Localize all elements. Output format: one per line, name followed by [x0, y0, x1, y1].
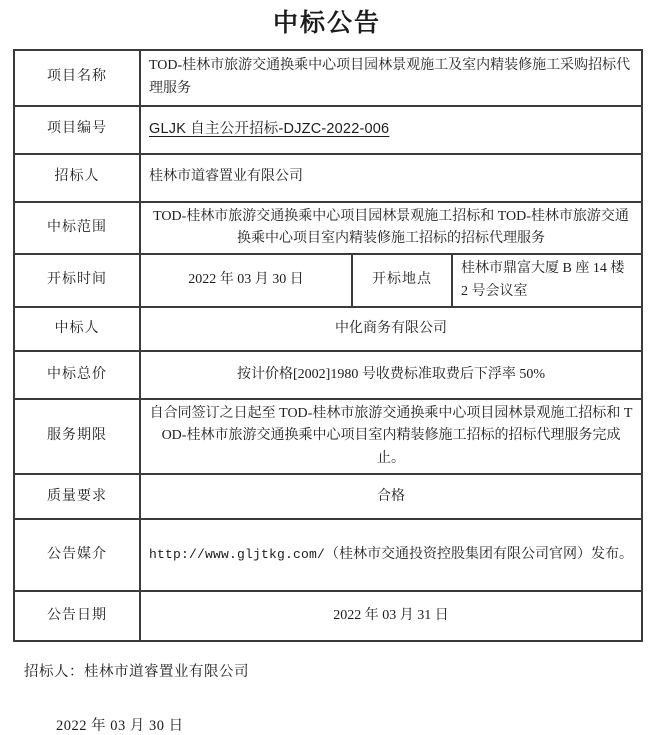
tenderee-label: 招标人: [14, 154, 140, 202]
notice-table: [13, 49, 643, 643]
project-name-label: 项目名称: [14, 50, 140, 106]
quality-value: 合格: [140, 474, 642, 519]
bid-scope-label: 中标范围: [14, 202, 140, 255]
service-period-label: 服务期限: [14, 399, 140, 474]
table-row-tenderee: [14, 154, 642, 202]
media-rest: （桂林市交通投资控股集团有限公司官网）发布。: [325, 547, 634, 563]
project-no-cell: [140, 106, 642, 154]
table-row-winner: [14, 307, 642, 351]
announce-date-label: 公告日期: [14, 591, 140, 641]
service-period-value: 自合同签订之日起至 TOD-桂林市旅游交通换乘中心项目园林景观施工招标和 TOD-桂林市旅游交通换乘中心项目室内精装修施工招标的招标代理服务完成止。: [140, 399, 642, 474]
table-row-quality: [14, 474, 642, 519]
project-name-value: TOD-桂林市旅游交通换乘中心项目园林景观施工及室内精装修施工采购招标代理服务: [140, 50, 642, 106]
table-row-announce-date: [14, 591, 642, 641]
table-row-project-name: [14, 50, 642, 106]
media-label: 公告媒介: [14, 519, 140, 591]
announce-date-value: 2022 年 03 月 31 日: [140, 591, 642, 641]
project-no-label: 项目编号: [14, 106, 140, 154]
media-url: http://www.gljtkg.com/: [149, 547, 326, 563]
bid-opening-place-label: 开标地点: [352, 254, 452, 307]
total-price-value: 按计价格[2002]1980 号收费标准取费后下浮率 50%: [140, 351, 642, 399]
winner-label: 中标人: [14, 307, 140, 351]
bid-scope-value: TOD-桂林市旅游交通换乘中心项目园林景观施工招标和 TOD-桂林市旅游交通换乘中心项目室内精装修施工招标的招标代理服务: [140, 202, 642, 255]
winner-value: 中化商务有限公司: [140, 307, 642, 351]
table-row-bid-opening: [14, 254, 642, 307]
bid-opening-place-value: 桂林市鼎富大厦 B 座 14 楼 2 号会议室: [452, 254, 642, 307]
table-row-service-period: [14, 399, 642, 474]
quality-label: 质量要求: [14, 474, 140, 519]
table-row-project-no: [14, 106, 642, 154]
bid-opening-time-value: 2022 年 03 月 30 日: [140, 254, 352, 307]
media-cell: [140, 519, 642, 591]
table-row-total-price: [14, 351, 642, 399]
table-row-media: [14, 519, 642, 591]
footer-tenderee-line: 招标人：桂林市道睿置业有限公司: [24, 664, 249, 681]
bid-opening-time-label: 开标时间: [14, 254, 140, 307]
total-price-label: 中标总价: [14, 351, 140, 399]
tenderee-value: 桂林市道睿置业有限公司: [140, 154, 642, 202]
page-title: 中标公告: [272, 10, 381, 37]
footer-date-line: 2022 年 03 月 30 日: [56, 718, 184, 735]
project-no-value: GLJK 自主公开招标-DJZC-2022-006: [149, 120, 390, 137]
table-row-bid-scope: [14, 202, 642, 255]
